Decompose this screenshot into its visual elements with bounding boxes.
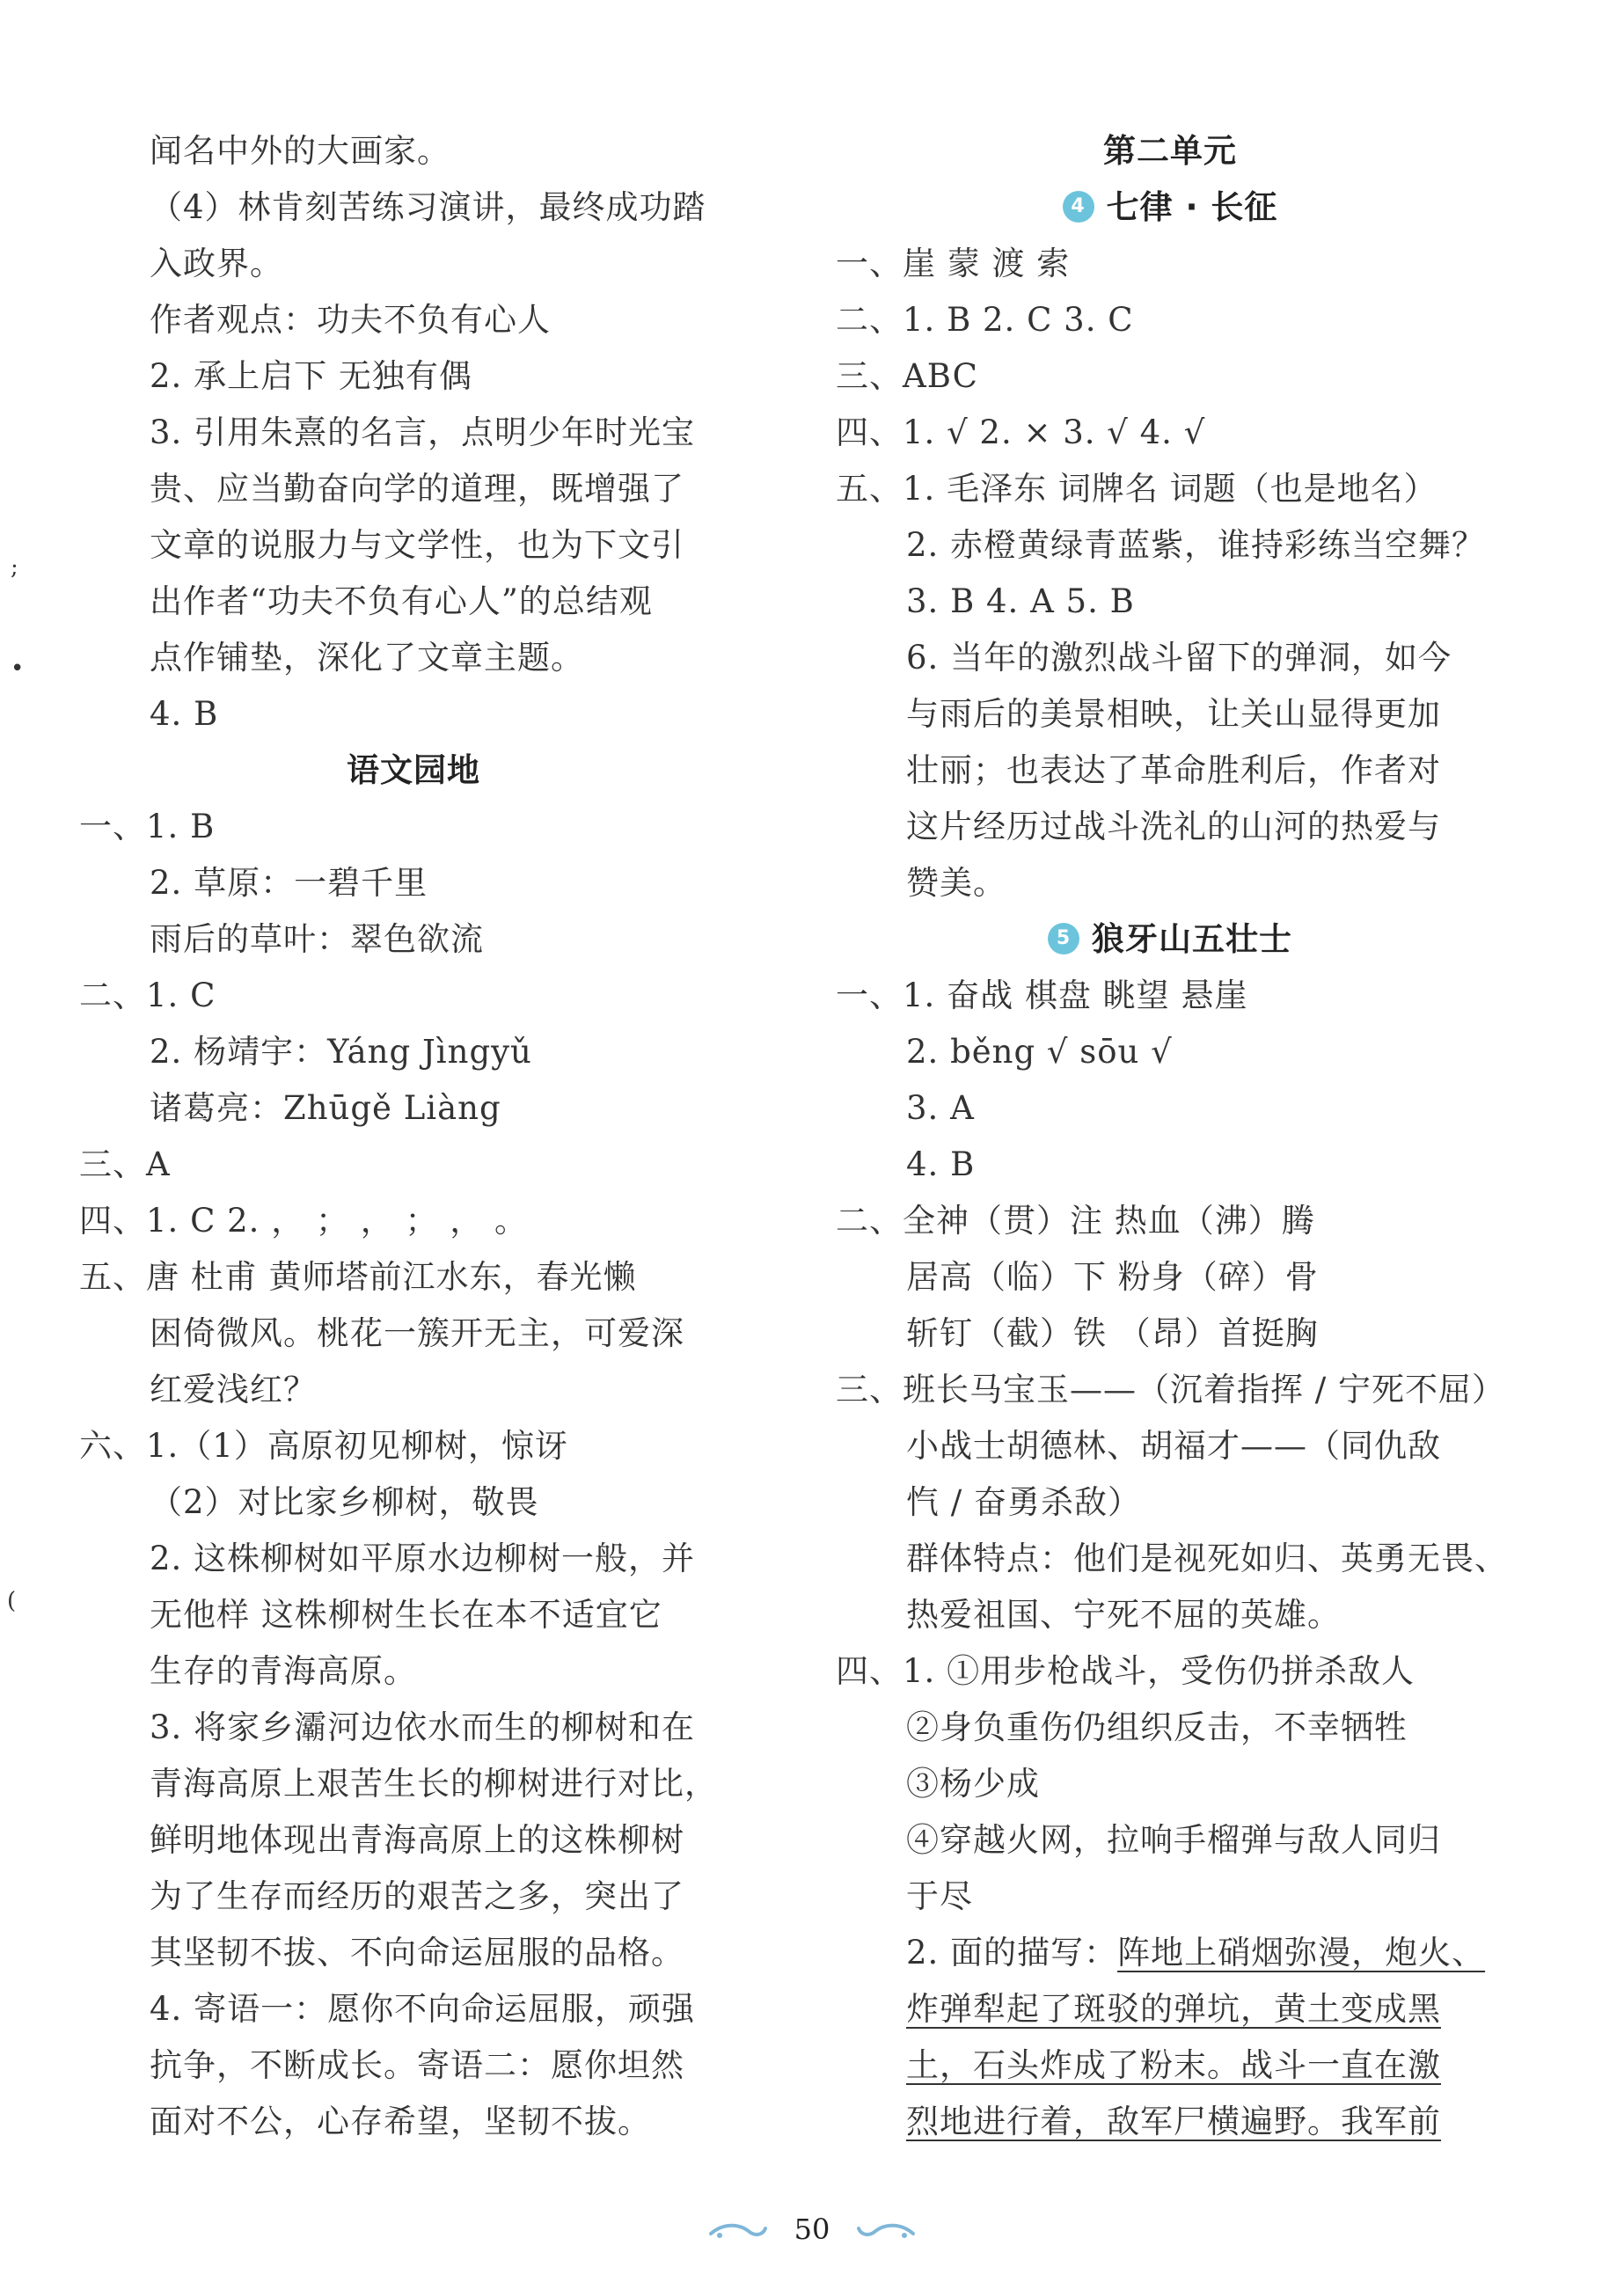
answer-line <box>836 1587 1504 1643</box>
answer-line <box>79 236 748 292</box>
right-column <box>836 123 1508 2150</box>
answer-text: 与雨后的美景相映，让关山显得更加 <box>906 695 1441 733</box>
answer-text: 作者观点：功夫不负有心人 <box>150 301 551 339</box>
answer-text: 2. 杨靖宇：Yáng Jìngyǔ <box>150 1033 532 1071</box>
left-swirl-icon <box>707 2221 769 2242</box>
answer-line <box>79 348 748 405</box>
answer-text: 忾 / 奋勇杀敌） <box>906 1483 1141 1521</box>
answer-line <box>79 1249 748 1306</box>
answer-text: 一、1. 奋战 棋盘 眺望 悬崖 <box>836 977 1248 1014</box>
section-title-text: 狼牙山五壮士 <box>1092 920 1292 958</box>
scan-mark: • <box>11 655 25 682</box>
answer-text: 二、全神（贯）注 热血（沸）腾 <box>836 1202 1315 1240</box>
answer-text: 4. B <box>150 695 219 733</box>
answer-line <box>836 1869 1504 1925</box>
answer-text: 出作者“功夫不负有心人”的总结观 <box>150 582 653 620</box>
answer-text: （4）林肯刻苦练习演讲，最终成功踏 <box>150 188 706 226</box>
underlined-text: 阵地上硝烟弥漫，炮火、 <box>1117 1934 1486 1971</box>
answer-text: 无他样 这株柳树生长在本不适宜它 <box>150 1596 662 1634</box>
answer-line <box>79 292 748 348</box>
answer-line <box>836 1756 1504 1812</box>
section-title-text: 七律 · 长征 <box>1106 188 1278 226</box>
answer-line <box>79 1306 748 1362</box>
section-title-text: 第二单元 <box>1103 132 1237 170</box>
answer-line <box>836 1474 1504 1531</box>
answer-line <box>79 179 748 236</box>
answer-text: 3. A <box>906 1089 975 1127</box>
answer-text: ③杨少成 <box>906 1765 1040 1803</box>
answer-text: 闻名中外的大画家。 <box>150 132 450 170</box>
answer-text: 面对不公，心存希望，坚韧不拔。 <box>150 2103 651 2140</box>
answer-line <box>836 1531 1508 1587</box>
right-swirl-icon <box>855 2221 917 2242</box>
answer-line <box>79 1193 748 1249</box>
answer-line <box>79 855 748 911</box>
answer-line <box>836 1362 1504 1418</box>
answer-text: 三、A <box>79 1145 171 1183</box>
answer-line <box>836 1981 1504 2037</box>
underlined-text: 土，石头炸成了粉末。战斗一直在激 <box>906 2046 1441 2084</box>
answer-text: 青海高原上艰苦生长的柳树进行对比， <box>150 1765 718 1803</box>
answer-line <box>79 123 748 179</box>
answer-line <box>79 461 748 517</box>
answer-text: 五、唐 杜甫 黄师塔前江水东，春光懒 <box>79 1258 637 1296</box>
answer-text: 贵、应当勤奋向学的道理，既增强了 <box>150 470 684 508</box>
section-title-text: 语文园地 <box>347 751 480 789</box>
answer-text: 抗争，不断成长。寄语二：愿你坦然 <box>150 2046 684 2084</box>
answer-line <box>836 292 1504 348</box>
answer-line <box>836 1137 1504 1193</box>
answer-line <box>79 630 748 686</box>
answer-text: 热爱祖国、宁死不屈的英雄。 <box>906 1596 1341 1634</box>
answer-text: 鲜明地体现出青海高原上的这株柳树 <box>150 1821 684 1859</box>
answer-line <box>836 630 1504 686</box>
answer-text: 3. 引用朱熹的名言，点明少年时光宝 <box>150 413 696 451</box>
answer-text: ②身负重伤仍组织反击，不幸牺牲 <box>906 1708 1408 1746</box>
answer-text: 2. 赤橙黄绿青蓝紫，谁持彩练当空舞？ <box>906 526 1486 564</box>
answer-line <box>79 686 748 742</box>
answer-line <box>836 1193 1504 1249</box>
answer-text: 二、1. C <box>79 977 216 1014</box>
answer-line <box>79 405 748 461</box>
answer-line <box>79 1418 748 1474</box>
page-number: 50 <box>794 2213 830 2246</box>
answer-line <box>79 1812 748 1869</box>
answer-text: 诸葛亮：Zhūgě Liàng <box>150 1089 501 1127</box>
answer-line <box>836 1306 1504 1362</box>
answer-text: 五、1. 毛泽东 词牌名 词题（也是地名） <box>836 470 1437 508</box>
answer-text: 2. 承上启下 无独有偶 <box>150 357 472 395</box>
answer-text: 点作铺垫，深化了文章主题。 <box>150 639 584 677</box>
answer-text: 居高（临）下 粉身（碎）骨 <box>906 1258 1319 1296</box>
answer-text: 红爱浅红？ <box>150 1371 317 1408</box>
section-title <box>79 742 748 799</box>
section-title <box>836 123 1504 179</box>
answer-text: 四、1. √ 2. × 3. √ 4. √ <box>836 413 1206 451</box>
answer-text: 2. 这株柳树如平原水边柳树一般，并 <box>150 1540 696 1577</box>
answer-text: 入政界。 <box>150 245 283 282</box>
answer-line <box>79 1756 748 1812</box>
answer-line <box>79 1024 748 1080</box>
answer-text: 4. B <box>906 1145 976 1183</box>
underlined-text: 烈地进行着，敌军尸横遍野。我军前 <box>906 2103 1441 2140</box>
answer-text: 四、1. ①用步枪战斗，受伤仍拼杀敌人 <box>836 1652 1416 1690</box>
answer-line <box>836 1249 1504 1306</box>
lesson-number-badge: 5 <box>1048 923 1079 955</box>
answer-text: 赞美。 <box>906 864 1006 902</box>
answer-line <box>836 1418 1504 1474</box>
scan-mark: ; <box>11 554 18 581</box>
answer-line <box>79 1869 748 1925</box>
answer-text: 雨后的草叶：翠色欲流 <box>150 920 484 958</box>
answer-line <box>836 686 1504 742</box>
answer-text: 壮丽；也表达了革命胜利后，作者对 <box>906 751 1441 789</box>
answer-text: （2）对比家乡柳树，敬畏 <box>150 1483 539 1521</box>
answer-line <box>79 574 748 630</box>
answer-text: 二、1. B 2. C 3. C <box>836 301 1134 339</box>
answer-text: 一、崖 蒙 渡 索 <box>836 245 1071 282</box>
answer-line <box>79 799 748 855</box>
answer-text: 3. B 4. A 5. B <box>906 582 1135 620</box>
answer-line <box>836 2094 1504 2150</box>
answer-line <box>79 1137 748 1193</box>
answer-text: 三、ABC <box>836 357 978 395</box>
answer-text: 困倚微风。桃花一簇开无主，可爱深 <box>150 1314 684 1352</box>
answer-line <box>836 1925 1504 1981</box>
answer-text: 群体特点：他们是视死如归、英勇无畏、 <box>906 1540 1508 1577</box>
answer-line <box>836 461 1504 517</box>
answer-line <box>79 2094 748 2150</box>
page-footer <box>0 2213 1624 2246</box>
answer-line <box>836 405 1504 461</box>
answer-text: 于尽 <box>906 1877 973 1915</box>
answer-line <box>79 1362 748 1418</box>
answer-text: 一、1. B <box>79 808 216 845</box>
answer-line <box>836 236 1504 292</box>
section-title <box>836 911 1504 968</box>
answer-line <box>836 2037 1504 2094</box>
lesson-number-badge: 4 <box>1063 191 1094 223</box>
section-title <box>836 179 1504 236</box>
answer-line <box>836 1643 1504 1700</box>
answer-line <box>836 1024 1504 1080</box>
left-column <box>79 123 748 2150</box>
answer-line <box>79 1643 748 1700</box>
answer-line <box>836 968 1504 1024</box>
answer-line <box>79 911 748 968</box>
answer-line <box>79 1981 748 2037</box>
answer-text: 四、1. C 2. ， ； ， ； ， 。 <box>79 1202 529 1240</box>
answer-line <box>79 1700 748 1756</box>
answer-text: 2. běng √ sōu √ <box>906 1033 1173 1071</box>
answer-text: 6. 当年的激烈战斗留下的弹洞，如今 <box>906 639 1452 677</box>
answer-line <box>836 574 1504 630</box>
underlined-text: 炸弹犁起了斑驳的弹坑，黄土变成黑 <box>906 1990 1441 2028</box>
answer-text: 4. 寄语一：愿你不向命运屈服，顽强 <box>150 1990 696 2028</box>
answer-text: 3. 将家乡灞河边依水而生的柳树和在 <box>150 1708 696 1746</box>
answer-text: 其坚韧不拔、不向命运屈服的品格。 <box>150 1934 684 1971</box>
answer-text: 为了生存而经历的艰苦之多，突出了 <box>150 1877 684 1915</box>
answer-line <box>79 2037 748 2094</box>
answer-line <box>79 1080 748 1137</box>
answer-line <box>79 1925 748 1981</box>
answer-text: 这片经历过战斗洗礼的山河的热爱与 <box>906 808 1441 845</box>
answer-line <box>79 1587 748 1643</box>
answer-text: ④穿越火网，拉响手榴弹与敌人同归 <box>906 1821 1441 1859</box>
answer-line <box>836 742 1504 799</box>
answer-line <box>79 1531 748 1587</box>
answer-text: 2. 草原：一碧千里 <box>150 864 428 902</box>
answer-text: 小战士胡德林、胡福才——（同仇敌 <box>906 1427 1441 1465</box>
answer-line <box>79 968 748 1024</box>
answer-text: 斩钉（截）铁 （昂）首挺胸 <box>906 1314 1319 1352</box>
scan-mark: ( <box>7 1588 17 1614</box>
answer-line <box>836 855 1504 911</box>
answer-line <box>836 1700 1504 1756</box>
answer-line <box>836 1080 1504 1137</box>
answer-line <box>836 1812 1504 1869</box>
answer-text: 文章的说服力与文学性，也为下文引 <box>150 526 684 564</box>
answer-line <box>79 517 748 574</box>
answer-line <box>836 799 1504 855</box>
answer-line <box>836 517 1504 574</box>
answer-line <box>836 348 1504 405</box>
answer-line <box>79 1474 748 1531</box>
answer-text: 2. 面的描写： <box>906 1934 1118 1971</box>
answer-text: 生存的青海高原。 <box>150 1652 417 1690</box>
answer-text: 三、班长马宝玉——（沉着指挥 / 宁死不屈） <box>836 1371 1505 1408</box>
answer-text: 六、1.（1）高原初见柳树，惊讶 <box>79 1427 568 1465</box>
